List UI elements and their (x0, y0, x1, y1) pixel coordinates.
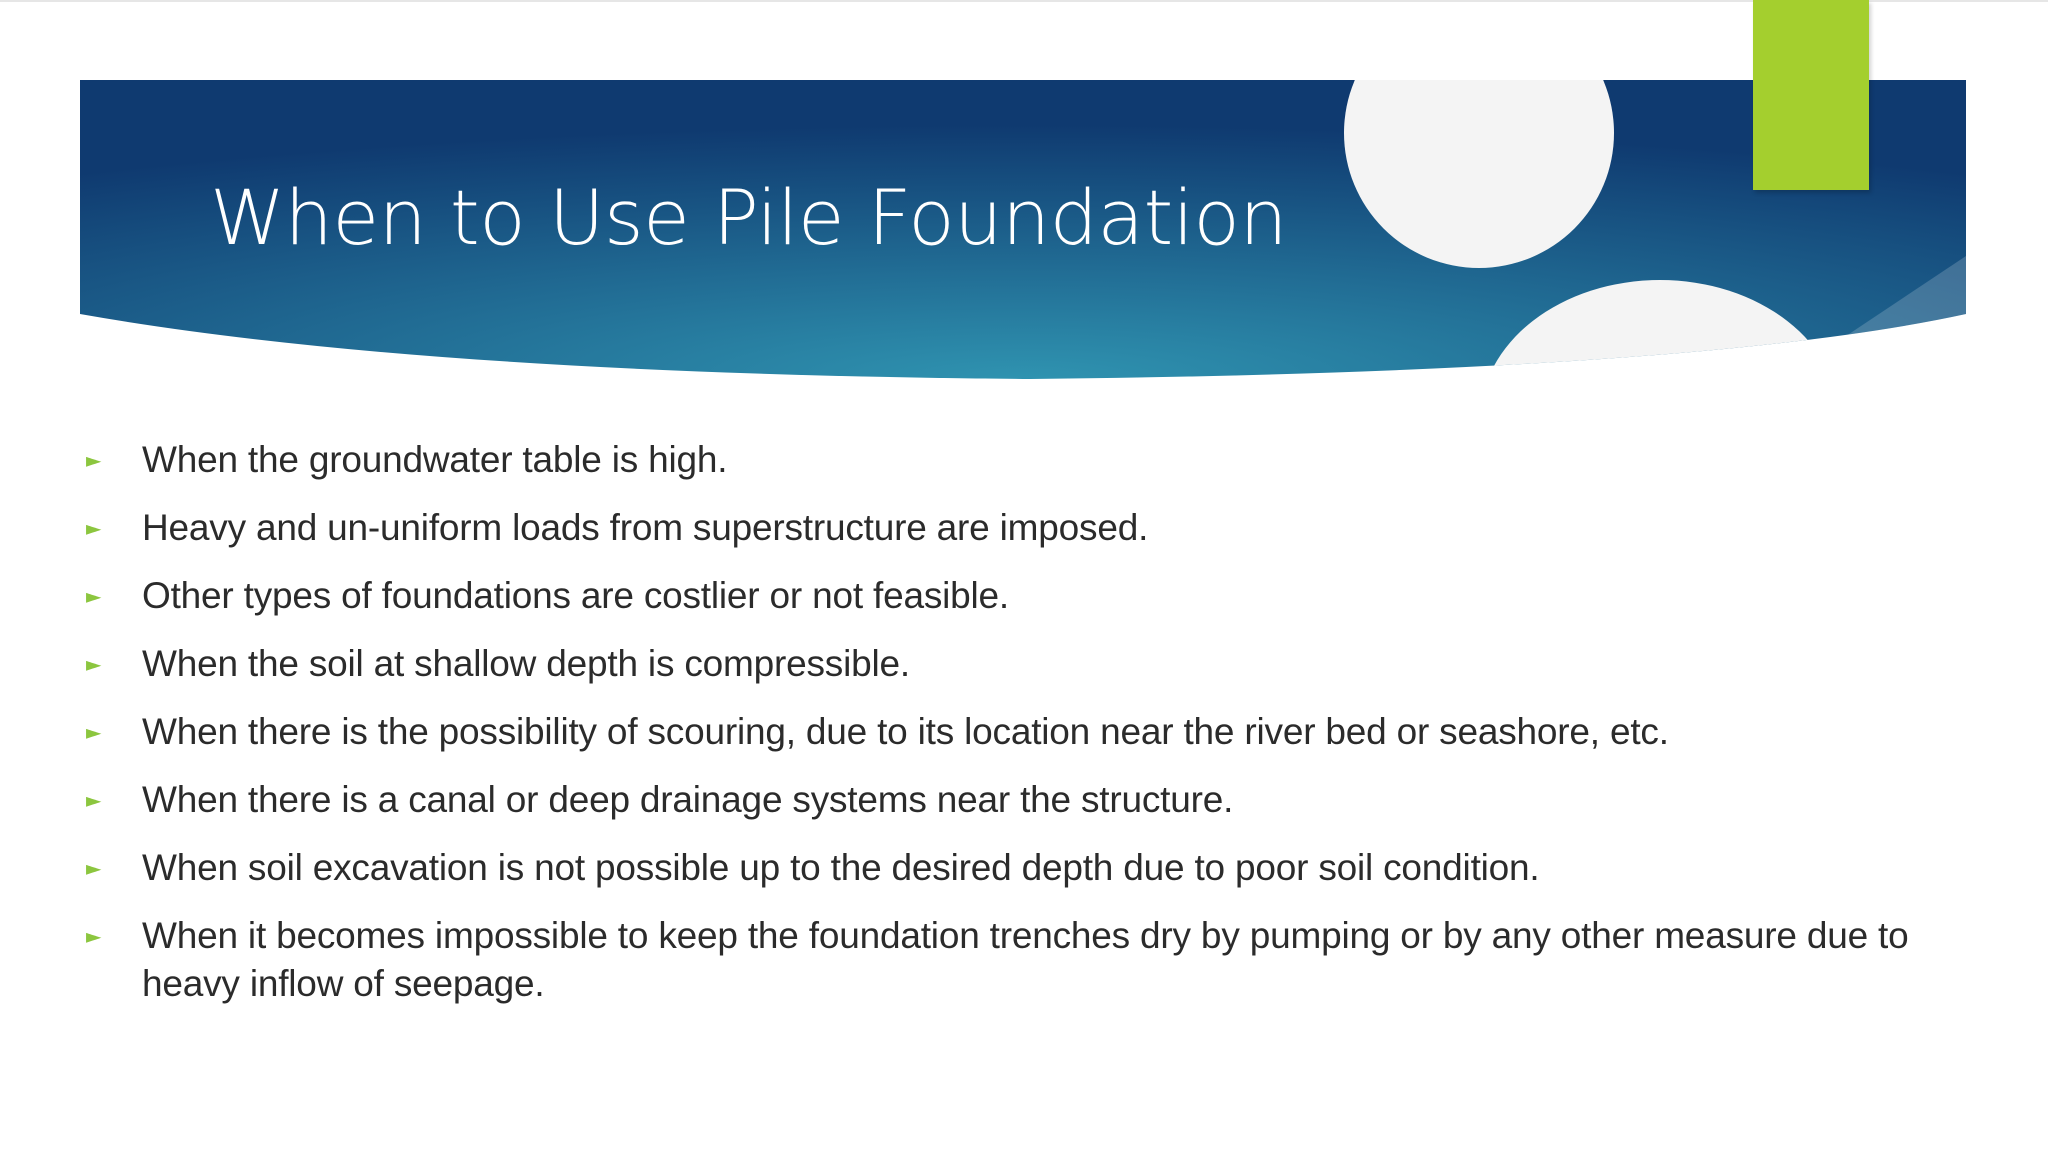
bullet-arrow-icon: ► (86, 720, 102, 744)
bullet-arrow-icon: ► (86, 652, 102, 676)
bullet-text: When soil excavation is not possible up to the desired depth due to poor soil condition. (142, 847, 1540, 888)
bullet-item (86, 436, 1986, 484)
bullet-item (86, 776, 1986, 824)
bullet-arrow-icon: ► (86, 448, 102, 472)
bullet-item (86, 912, 1986, 1008)
bullet-item (86, 504, 1986, 552)
bullet-arrow-icon: ► (86, 584, 102, 608)
bullet-item (86, 640, 1986, 688)
bullet-text: When it becomes impossible to keep the foundation trenches dry by pumping or by any other measure due to heavy inflow of seepage. (142, 915, 1909, 1004)
bullet-arrow-icon: ► (86, 788, 102, 812)
bullet-text: Heavy and un-uniform loads from superstructure are imposed. (142, 507, 1149, 548)
bullet-text: When the soil at shallow depth is compressible. (142, 643, 910, 684)
bullet-item (86, 844, 1986, 892)
bullet-arrow-icon: ► (86, 516, 102, 540)
bullet-text: When there is a canal or deep drainage systems near the structure. (142, 779, 1234, 820)
bullet-item (86, 572, 1986, 620)
bullet-list (86, 436, 1986, 1028)
bullet-arrow-icon: ► (86, 856, 102, 880)
green-accent-tab (1753, 0, 1869, 190)
bullet-text: When there is the possibility of scouring, due to its location near the river bed or seashore, etc. (142, 711, 1669, 752)
decorative-circle-top (1344, 0, 1614, 268)
slide-title: When to Use Pile Foundation (210, 173, 1288, 262)
bullet-text: Other types of foundations are costlier or not feasible. (142, 575, 1010, 616)
bullet-text: When the groundwater table is high. (142, 439, 728, 480)
bullet-arrow-icon: ► (86, 924, 102, 948)
bullet-item (86, 708, 1986, 756)
